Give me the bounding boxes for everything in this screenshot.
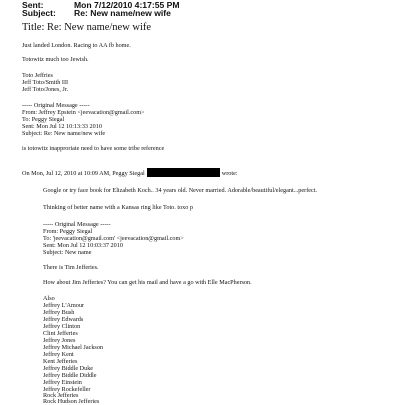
sent-value: Mon 7/12/2010 4:17:55 PM	[74, 0, 180, 10]
quote-intro-text: On Mon, Jul 12, 2010 at 10:09 AM, Peggy Siegal	[22, 170, 145, 177]
name-list-item: Jeffrey Michael Jackson	[43, 344, 104, 351]
name-list-item: Jeffrey Edwards	[43, 316, 84, 323]
signature-line: Toto Jeffries	[22, 72, 53, 79]
subject-value: Re: New name/new wife	[74, 8, 171, 18]
name-list-item: Rock Hudson Jefferies	[43, 398, 100, 405]
original-message-divider: ----- Original Message -----	[22, 102, 90, 109]
original-from: From: Jeffrey Epstein <jeevacation@gmail.com>	[22, 109, 145, 116]
quoted-body-1: There is Tim Jefferies.	[43, 264, 99, 271]
name-list-item: Jeffrey Clinton	[43, 323, 81, 330]
reply-line-2: Totowitz much too Jewish.	[22, 56, 89, 63]
quoted-body-2: How about Jim Jefferies? You can get his mail and have a go with Elle MacPherson.	[43, 279, 252, 286]
original-body: is totowitz inapproriate need to have some tribe reference	[22, 145, 165, 152]
original-subject: Subject: Re: New name/new wife	[22, 130, 106, 137]
sent-label: Sent:	[22, 0, 44, 10]
redaction-box	[147, 168, 220, 177]
header-subject-row	[22, 8, 171, 18]
name-list-item: Jeffrey Jones	[43, 337, 76, 344]
original-sent: Sent: Mon Jul 12 10:13:33 2010	[22, 123, 102, 130]
name-list-item: Jeffrey Biddle Duke	[43, 365, 94, 372]
quoted-from: From: Peggy Siegal	[43, 228, 93, 235]
quote-paragraph-1: Google or try face book for Elizabeth Koch.. 34 years old. Never married. Adorable/beautiful/elegant...perfect.	[43, 187, 318, 194]
reply-line-1: Just landed London. Racing to AA fb home.	[22, 42, 131, 49]
quote-paragraph-2: Thinking of better name with a Kansas ring like Toto. toxo p	[43, 204, 193, 211]
also-label: Also	[43, 295, 55, 302]
name-list-item: Jeffrey Kent	[43, 351, 74, 358]
document-title: Title: Re: New name/new wife	[22, 22, 152, 33]
quoted-sent: Sent: Mon Jul 12 10:03:37 2010	[43, 242, 123, 249]
name-list-item: Jeffrey Biddle Diddle	[43, 372, 97, 379]
subject-label: Subject:	[22, 8, 56, 18]
quoted-subject: Subject: New name	[43, 249, 92, 256]
quoted-to: To: 'jeevacation@gmail.com' <jeevacation@gmail.com>	[43, 235, 184, 242]
name-list-item: Jeffrey Einstein	[43, 379, 82, 386]
signature-line: Jeff Toto/Jones, Jr.	[22, 86, 69, 93]
name-list-item: Kent Jefferies	[43, 358, 78, 365]
original-to: To: Peggy Siegal	[22, 116, 65, 123]
signature-line: Jeff Toto/Smith III	[22, 79, 69, 86]
name-list-item: Rock Jefferies	[43, 392, 79, 399]
name-list-item: Jeffrey Rockefeller	[43, 386, 91, 393]
name-list-item: Jeffrey Bush	[43, 309, 75, 316]
name-list-item: Jeffrey L'Amour	[43, 302, 85, 309]
name-list-item: Clint Jefferies	[43, 330, 78, 337]
quote-intro	[22, 168, 238, 177]
quote-intro-wrote: wrote:	[221, 170, 238, 177]
quoted-message-divider: ----- Original Message -----	[43, 221, 111, 228]
